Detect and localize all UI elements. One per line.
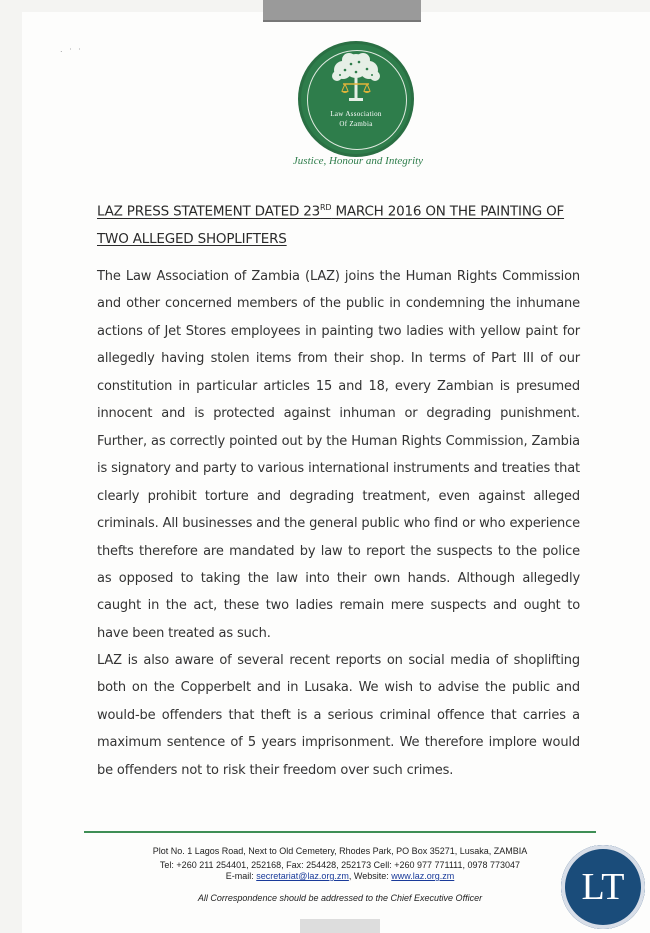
org-name-line2: Of Zambia bbox=[339, 120, 373, 128]
org-name-line1: Law Association bbox=[330, 110, 382, 118]
statement-heading-line1: LAZ PRESS STATEMENT DATED 23RD MARCH 2016 ON THE PAINTING OF bbox=[97, 203, 565, 220]
tree-scales-icon bbox=[325, 52, 387, 104]
website-link[interactable]: www.laz.org.zm bbox=[391, 871, 455, 881]
lt-watermark-badge: LT bbox=[561, 845, 645, 929]
email-link[interactable]: secretariat@laz.org.zm bbox=[256, 871, 349, 881]
body-paragraph-2: LAZ is also aware of several recent reports on social media of shoplifting both on the Copperbelt and in Lusaka. We wish to advise the public and would-be offenders that theft is a serious criminal offence that carries a maximum sentence of 5 years imprisonment. We therefore implore would be offenders not to risk their freedom over such crimes. bbox=[97, 653, 580, 778]
scanner-tab bbox=[263, 0, 421, 22]
laz-seal-logo bbox=[301, 44, 411, 154]
footer-divider bbox=[84, 831, 596, 833]
body-paragraph-1: The Law Association of Zambia (LAZ) joins the Human Rights Commission and other concerned members of the public in condemning the inhumane actions of Jet Stores employees in painting two ladies with yellow paint for allegedly having stolen items from their shop. In terms of Part III of our constitution in particular articles 15 and 18, every Zambian is presumed innocent and is protected against inhuman or degrading punishment. Further, as correctly pointed out by the Human Rights Commission, Zambia is signatory and party to various international instruments and treaties that clearly prohibit torture and degrading treatment, even against alleged criminals. All businesses and the general public who find or who experience thefts therefore are mandated by law to report the suspects to the police as opposed to taking the law into their own hands. Although allegedly caught in the act, these two ladies remain mere suspects and ought to have been treated as such. bbox=[97, 269, 580, 641]
statement-heading-line2: TWO ALLEGED SHOPLIFTERS bbox=[97, 231, 287, 247]
scan-artifact: . · · bbox=[60, 45, 83, 54]
scanner-tab-bottom bbox=[300, 919, 380, 933]
footer-phones: Tel: +260 211 254401, 252168, Fax: 254428, 252173 Cell: +260 977 771111, 0978 773047 bbox=[159, 860, 521, 870]
footer-contacts: E-mail: secretariat@laz.org.zm, Website: www.laz.org.zm bbox=[225, 871, 455, 881]
footer-note: All Correspondence should be addressed to the Chief Executive Officer bbox=[197, 893, 483, 903]
footer-address: Plot No. 1 Lagos Road, Next to Old Cemetery, Rhodes Park, PO Box 35271, Lusaka, ZAMBIA bbox=[152, 846, 528, 856]
motto: Justice, Honour and Integrity bbox=[292, 155, 424, 167]
